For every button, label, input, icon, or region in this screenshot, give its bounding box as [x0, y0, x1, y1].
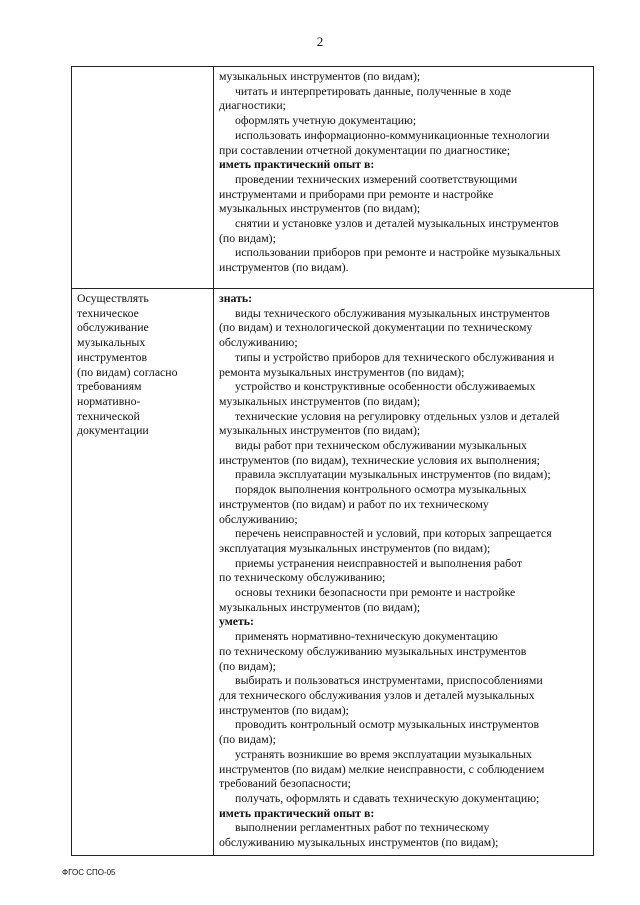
requirement-line: устройство и конструктивные особенности обслуживаемых: [235, 379, 536, 394]
requirement-line: выбирать и пользоваться инструментами, приспособлениями: [235, 673, 543, 688]
section-heading: иметь практический опыт в:: [219, 157, 375, 172]
section-heading: иметь практический опыт в:: [219, 805, 375, 820]
requirement-line: (по видам);: [219, 230, 276, 245]
section-heading: уметь:: [219, 614, 254, 629]
requirement-line: основы техники безопасности при ремонте и настройке: [235, 585, 516, 600]
requirement-line: выполнении регламентных работ по техническому: [235, 820, 490, 835]
section-heading: знать:: [219, 291, 253, 305]
table-row: [72, 289, 594, 856]
requirement-line: ремонта музыкальных инструментов (по видам);: [219, 364, 465, 379]
requirement-line: оформлять учетную документацию;: [235, 113, 417, 128]
requirement-line: обслуживанию музыкальных инструментов (по видам);: [219, 835, 499, 850]
requirement-line: проведении технических измерений соответствующими: [235, 171, 518, 186]
competency-line: документации: [77, 423, 149, 438]
requirement-line: по техническому обслуживанию;: [219, 570, 386, 585]
requirement-line: музыкальных инструментов (по видам);: [219, 201, 421, 216]
requirement-line: снятии и установке узлов и деталей музыкальных инструментов: [235, 216, 559, 231]
requirement-line: получать, оформлять и сдавать техническую документацию;: [235, 790, 540, 805]
requirement-line: использовать информационно-коммуникационные технологии: [235, 127, 550, 142]
requirement-line: правила эксплуатации музыкальных инструментов (по видам);: [235, 467, 551, 482]
requirement-line: музыкальных инструментов (по видам);: [219, 393, 421, 408]
requirement-line: инструментов (по видам), технические условия их выполнения;: [219, 452, 540, 467]
requirement-line: обслуживанию;: [219, 511, 298, 526]
requirement-line: виды технического обслуживания музыкальных инструментов: [235, 305, 550, 320]
requirement-line: проводить контрольный осмотр музыкальных инструментов: [235, 717, 540, 732]
requirement-line: по техническому обслуживанию музыкальных инструментов: [219, 643, 527, 658]
competency-line: музыкальных: [77, 335, 146, 350]
requirement-line: технические условия на регулировку отдельных узлов и деталей: [235, 408, 560, 423]
requirement-line: для технического обслуживания узлов и деталей музыкальных: [219, 687, 535, 702]
requirement-line: музыкальных инструментов (по видам);: [219, 423, 421, 438]
requirement-line: (по видам);: [219, 732, 276, 747]
competency-line: инструментов: [77, 349, 148, 364]
requirement-line: при составлении отчетной документации по диагностике;: [219, 142, 511, 157]
requirement-line: применять нормативно-техническую документацию: [235, 629, 498, 644]
requirements-cell: [214, 289, 594, 856]
competency-line: технической: [77, 408, 140, 423]
requirements-cell: [214, 67, 594, 289]
competency-cell: [72, 67, 214, 289]
requirement-line: музыкальных инструментов (по видам);: [219, 69, 421, 83]
requirement-line: (по видам);: [219, 658, 276, 673]
requirement-line: инструментов (по видам).: [219, 260, 349, 275]
requirement-line: эксплуатация музыкальных инструментов (по видам);: [219, 540, 491, 555]
competency-line: обслуживание: [77, 320, 149, 335]
requirement-line: приемы устранения неисправностей и выполнения работ: [235, 555, 523, 570]
requirement-line: использовании приборов при ремонте и настройке музыкальных: [235, 245, 561, 260]
competency-cell: [72, 289, 214, 856]
requirement-line: виды работ при техническом обслуживании музыкальных: [235, 438, 527, 453]
requirement-line: перечень неисправностей и условий, при которых запрещается: [235, 526, 552, 541]
requirement-line: инструментами и приборами при ремонте и настройке: [219, 186, 494, 201]
competency-line: Осуществлять: [77, 291, 149, 305]
competency-line: техническое: [77, 305, 139, 320]
requirement-line: инструментов (по видам) мелкие неисправности, с соблюдением: [219, 761, 545, 776]
requirement-line: требований безопасности;: [219, 776, 351, 791]
competency-line: нормативно-: [77, 393, 141, 408]
footer-code: ФГОС СПО-05: [62, 868, 116, 877]
competency-line: (по видам) согласно: [77, 364, 178, 379]
requirement-line: музыкальных инструментов (по видам);: [219, 599, 421, 614]
requirement-line: (по видам) и технологической документации по техническому: [219, 320, 533, 335]
table-row: [72, 67, 594, 289]
requirement-line: типы и устройство приборов для технического обслуживания и: [235, 349, 555, 364]
requirement-line: читать и интерпретировать данные, полученные в ходе: [235, 83, 512, 98]
competency-line: требованиям: [77, 379, 142, 394]
page-number: 2: [316, 34, 324, 49]
requirement-line: диагностики;: [219, 98, 286, 113]
requirement-line: порядок выполнения контрольного осмотра музыкальных: [235, 482, 527, 497]
requirement-line: устранять возникшие во время эксплуатации музыкальных: [235, 746, 532, 761]
requirement-line: обслуживанию;: [219, 335, 298, 350]
requirement-line: инструментов (по видам) и работ по их техническому: [219, 496, 489, 511]
standard-table: [71, 66, 594, 856]
requirement-line: инструментов (по видам);: [219, 702, 349, 717]
